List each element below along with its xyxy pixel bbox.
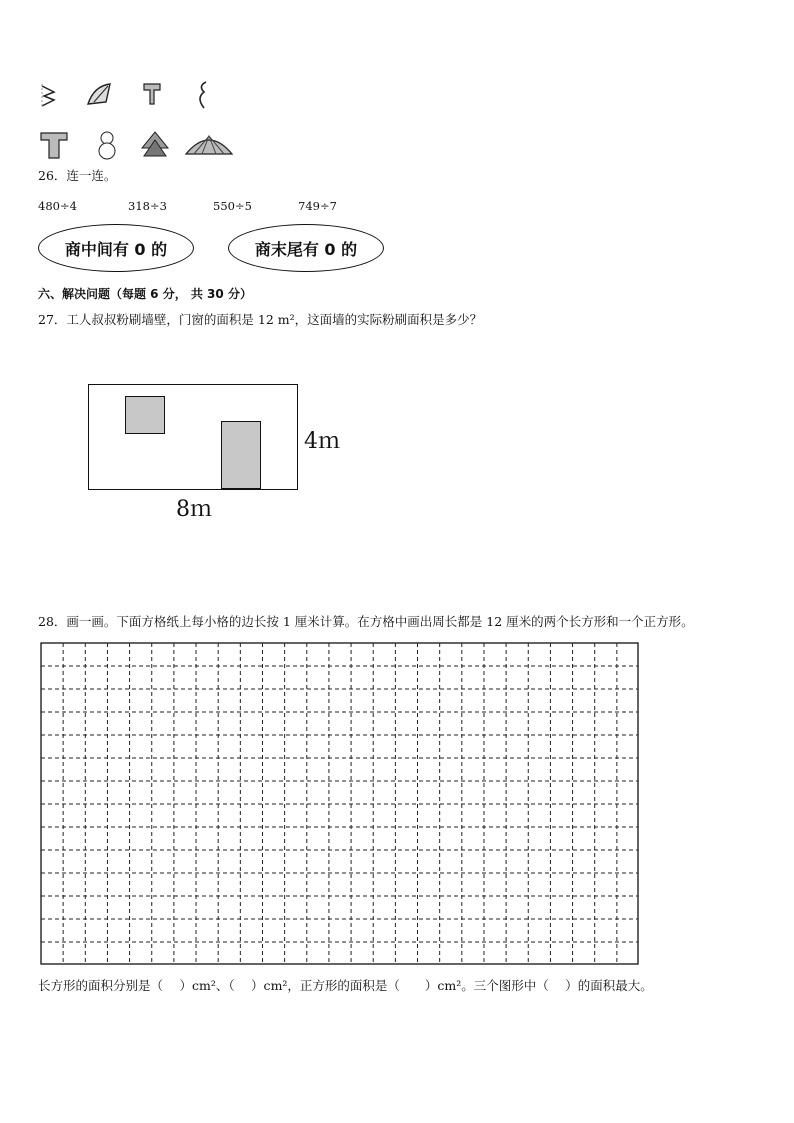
door — [221, 421, 261, 489]
q27-text: 27．工人叔叔粉刷墙壁，门窗的面积是 12 m²，这面墙的实际粉刷面积是多少？ — [38, 312, 483, 327]
height-label: 4ｍ — [304, 429, 340, 454]
wall-diagram — [88, 384, 298, 490]
expression-3: 550÷5 — [213, 199, 252, 213]
umbrella-icon — [184, 132, 234, 162]
q28-text: 28．画一画。下面方格纸上每小格的边长按 1 厘米计算。在方格中画出周长都是 12 厘米的两个长方形和一个正方形。 — [38, 614, 694, 629]
width-label: 8ｍ — [176, 497, 212, 522]
oval-quotient-middle-zero: 商中间有 0 的 — [38, 224, 194, 272]
half-umbrella-icon — [86, 82, 114, 110]
half-figure-3-icon — [142, 80, 164, 112]
expression-2: 318÷3 — [128, 199, 167, 213]
expression-1: 480÷4 — [38, 199, 77, 213]
half-figure-4-icon — [194, 80, 212, 114]
full-figure-1-icon — [38, 130, 70, 164]
tree-icon — [140, 130, 170, 164]
window — [125, 396, 165, 434]
q26-title: 26．连一连。 — [38, 168, 117, 183]
snowman-icon — [96, 130, 118, 164]
section-heading: 六、解决问题（每题 6 分， 共 30 分） — [38, 287, 252, 301]
expression-4: 749÷7 — [298, 199, 337, 213]
grid-paper — [40, 642, 640, 970]
half-figure-1-icon — [38, 82, 60, 112]
q28-answer-line: 长方形的面积分别是（ ）cm²、（ ）cm²，正方形的面积是（ ）cm²。三个图形中（ ）的面积最大。 — [38, 978, 653, 993]
oval-quotient-end-zero: 商末尾有 0 的 — [228, 224, 384, 272]
